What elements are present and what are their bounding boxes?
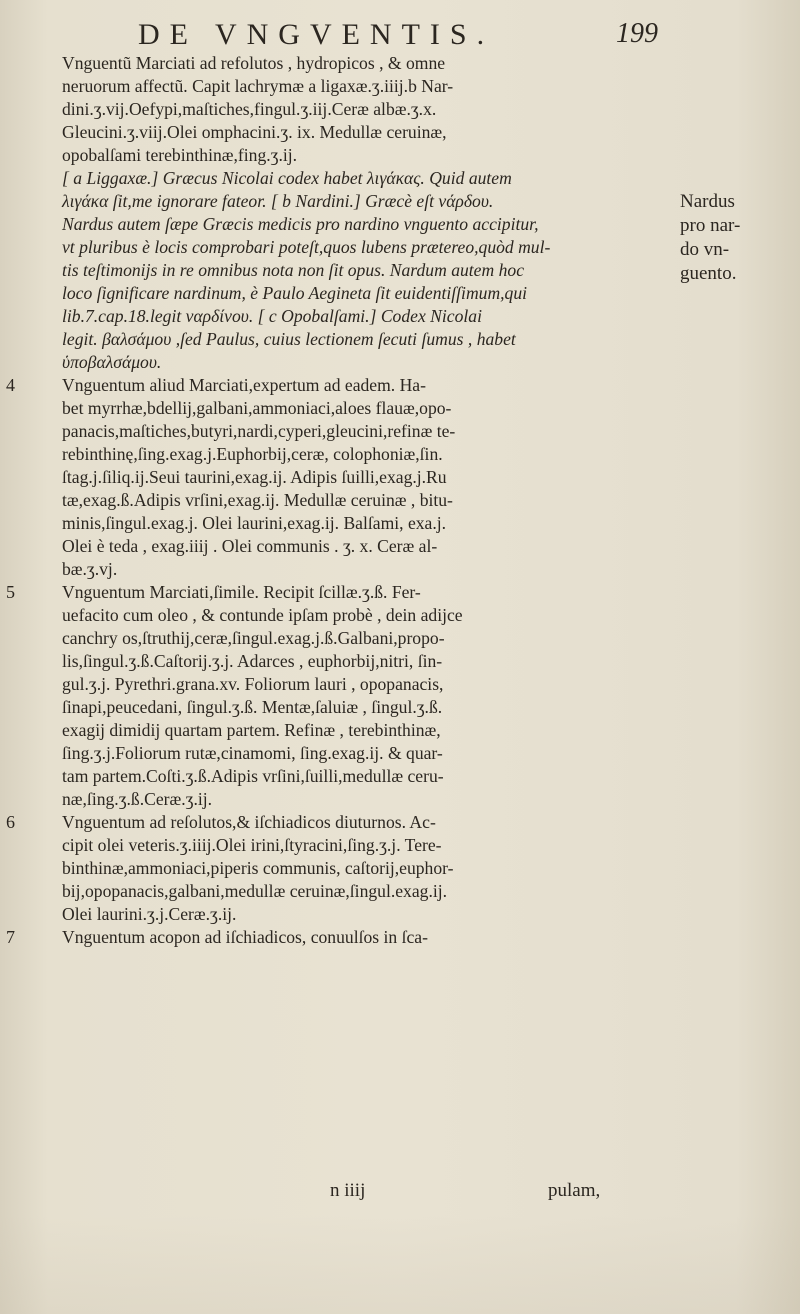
text-line: binthinæ,ammoniaci,piperis communis, caſtorij,euphor-	[62, 858, 454, 878]
text-line: Olei laurini.ʒ.j.Ceræ.ʒ.ij.	[62, 904, 237, 924]
entry-5	[6, 581, 662, 811]
annotation-line: vt pluribus è locis comprobari poteſt,quos lubens prætereo,quòd mul-	[62, 237, 551, 257]
text-line: tam partem.Coſti.ʒ.ß.Adipis vrſini,ſuilli,medullæ ceru-	[62, 766, 444, 786]
margin-note-line: guento.	[680, 263, 737, 284]
annotation-line: legit. βαλσάμου ,ſed Paulus, cuius lectionem ſecuti ſumus , habet	[62, 329, 516, 349]
text-line: tæ,exag.ß.Adipis vrſini,exag.ij. Medullæ ceruinæ , bitu-	[62, 490, 453, 510]
catchword: pulam,	[548, 1180, 601, 1201]
entry-intro	[62, 52, 662, 167]
running-head: DE VNGVENTIS.	[138, 18, 495, 51]
text-line: Vnguentum aliud Marciati,expertum ad eadem. Ha-	[62, 375, 426, 395]
annotation-line: lib.7.cap.18.legit ναρδίνου. [ c Opobalſami.] Codex Nicolai	[62, 306, 482, 326]
text-line: bij,opopanacis,galbani,medullæ ceruinæ,ſingul.exag.ij.	[62, 881, 448, 901]
annotation-line: [ a Liggaxæ.] Græcus Nicolai codex habet λιγάκας. Quid autem	[62, 168, 512, 188]
text-line: neruorum affectũ. Capit lachrymæ a ligaxæ.ʒ.iiij.b Nar-	[62, 76, 454, 96]
text-line: rebinthinę,ſing.exag.j.Euphorbij,ceræ, colophoniæ,ſin.	[62, 444, 443, 464]
entry-6	[6, 811, 662, 926]
annotation-block	[62, 167, 662, 374]
text-line: Vnguentum Marciati,ſimile. Recipit ſcillæ.ʒ.ß. Fer-	[62, 582, 421, 602]
annotation-line: λιγάκα ſit,me ignorare fateor. [ b Nardini.] Græcè eſt νάρδου.	[62, 191, 494, 211]
text-line: næ,ſing.ʒ.ß.Ceræ.ʒ.ij.	[62, 789, 213, 809]
margin-note-line: do vn-	[680, 239, 730, 260]
text-line: panacis,maſtiches,butyri,nardi,cyperi,gleucini,refinæ te-	[62, 421, 456, 441]
text-line: exagij dimidij quartam partem. Refinæ , terebinthinæ,	[62, 720, 441, 740]
text-line: Vnguentum acopon ad iſchiadicos, conuulſos in ſca-	[62, 927, 428, 947]
text-line: bæ.ʒ.vj.	[62, 559, 118, 579]
annotation-line: tis teſtimonijs in re omnibus nota non ſit opus. Nardum autem hoc	[62, 260, 524, 280]
entry-number: 6	[6, 812, 15, 832]
text-line: dini.ʒ.vij.Oefypi,maſtiches,fingul.ʒ.iij.Ceræ albæ.ʒ.x.	[62, 99, 437, 119]
text-block	[6, 52, 662, 949]
signature-mark: n iiij	[330, 1180, 366, 1201]
entry-number: 5	[6, 582, 15, 602]
text-line: ſinapi,peucedani, ſingul.ʒ.ß. Mentæ,ſaluiæ , ſingul.ʒ.ß.	[62, 697, 443, 717]
text-line: opobalſami terebinthinæ,fing.ʒ.ij.	[62, 145, 298, 165]
text-line: ſing.ʒ.j.Foliorum rutæ,cinamomi, ſing.exag.ij. & quar-	[62, 743, 443, 763]
annotation-line: ὑποβαλσάμου.	[62, 352, 162, 372]
text-line: minis,ſingul.exag.j. Olei laurini,exag.ij. Balſami, exa.j.	[62, 513, 447, 533]
text-line: Vnguentum ad reſolutos,& iſchiadicos diuturnos. Ac-	[62, 812, 436, 832]
text-line: Olei è teda , exag.iiij . Olei communis . ʒ. x. Ceræ al-	[62, 536, 438, 556]
entry-7	[6, 926, 662, 949]
entry-number: 4	[6, 375, 15, 395]
text-line: cipit olei veteris.ʒ.iiij.Olei irini,ſtyracini,ſing.ʒ.j. Tere-	[62, 835, 442, 855]
annotation-line: loco ſignificare nardinum, è Paulo Aegineta ſit euidentiſſimum,qui	[62, 283, 528, 303]
entry-4	[6, 374, 662, 581]
margin-note	[680, 190, 790, 286]
text-line: Vnguentũ Marciati ad refolutos , hydropicos , & omne	[62, 53, 446, 73]
margin-note-line: pro nar-	[680, 215, 741, 236]
annotation-line: Nardus autem ſæpe Græcis medicis pro nardino vnguento accipitur,	[62, 214, 539, 234]
text-line: bet myrrhæ,bdellij,galbani,ammoniaci,aloes flauæ,opo-	[62, 398, 452, 418]
text-line: Gleucini.ʒ.viij.Olei omphacini.ʒ. ix. Medullæ ceruinæ,	[62, 122, 447, 142]
text-line: uefacito cum oleo , & contunde ipſam probè , dein adijce	[62, 605, 463, 625]
text-line: gul.ʒ.j. Pyrethri.grana.xv. Foliorum lauri , opopanacis,	[62, 674, 444, 694]
blank-bottom-margin	[0, 1215, 800, 1314]
entry-number: 7	[6, 927, 15, 947]
text-line: canchry os,ſtruthij,ceræ,ſingul.exag.j.ß.Galbani,propo-	[62, 628, 445, 648]
page-number: 199	[616, 18, 658, 49]
margin-note-line: Nardus	[680, 191, 735, 212]
text-line: ſtag.j.ſiliq.ij.Seui taurini,exag.ij. Adipis ſuilli,exag.j.Ru	[62, 467, 447, 487]
text-line: lis,ſingul.ʒ.ß.Caſtorij.ʒ.j. Adarces , euphorbij,nitri, ſin-	[62, 651, 443, 671]
